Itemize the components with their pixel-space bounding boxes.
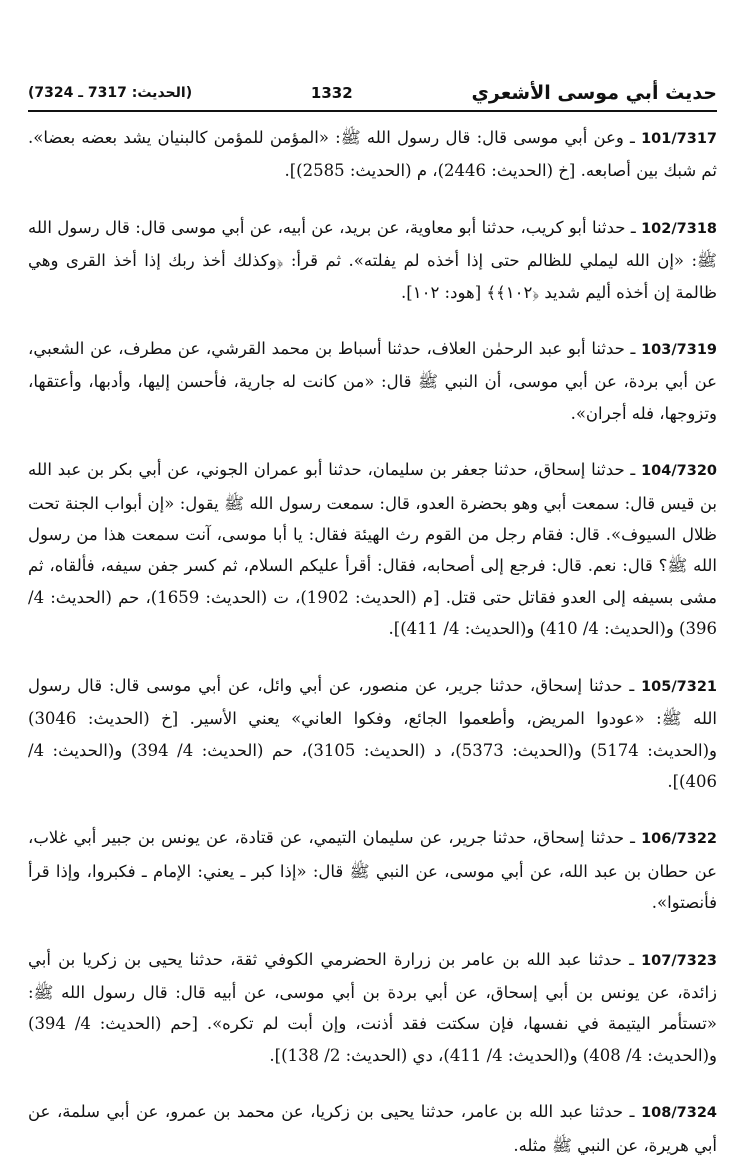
hadith-text: ـ حدثنا إسحاق، حدثنا جرير، عن منصور، عن أبي وائل، عن أبي موسى قال: قال رسول الله ﷺ: «عودوا المريض، وأطعموا الجائع، وفكوا العاني» يعني الأسير. [خ (الحديث: 3046) و(الحديث: 5174) و(الحديث: 5373)، د (الحديث: 3105)، حم (الحديث: 4/ 394) و(الحديث: 4/ 406)].	[28, 675, 717, 791]
hadith-entry	[28, 670, 717, 798]
hadith-number: 104/7320	[641, 463, 718, 480]
hadith-text: ـ حدثنا إسحاق، حدثنا جعفر بن سليمان، حدثنا أبو عمران الجوني، عن أبي بكر بن عبد الله بن قيس قال: سمعت أبي وهو بحضرة العدو، قال: سمعت رسول الله ﷺ يقول: «إن أبواب الجنة تحت ظلال السيوف». قال: فقام رجل من القوم رث الهيئة فقال: يا أبا موسى، آنت سمعت هذا من رسول الله ﷺ؟ قال: نعم. قال: فرجع إلى أصحابه، فقال: أقرأ عليكم السلام، ثم كسر جفن سيفه، فألقاه، ثم مشى بسيفه إلى العدو فقاتل حتى قتل. [م (الحديث: 1902)، ت (الحديث: 1659)، حم (الحديث: 4/ 396) و(الحديث: 4/ 410) و(الحديث: 4/ 411)].	[28, 460, 717, 639]
hadith-text: ـ حدثنا إسحاق، حدثنا جرير، عن سليمان التيمي، عن قتادة، عن يونس بن جبير أبي غلاب، عن حطان بن عبد الله، عن أبي موسى، عن النبي ﷺ قال: «إذا كبر ـ يعني: الإمام ـ فكبروا، وإذا قرأ فأنصتوا».	[28, 828, 717, 913]
hadith-entry	[28, 122, 717, 187]
page-body	[28, 122, 718, 1155]
hadith-entry	[28, 454, 717, 644]
hadith-number: 106/7322	[641, 831, 718, 848]
hadith-number: 107/7323	[641, 952, 717, 969]
hadith-text: ـ حدثنا أبو عبد الرحمٰن العلاف، حدثنا أسباط بن محمد القرشي، عن مطرف، عن الشعبي، عن أبي بردة، عن أبي موسى، أن النبي ﷺ قال: «من كانت له جارية، فأحسن إليها، وأدبها، وأعتقها، وتزوجها، فله أجران».	[28, 339, 717, 423]
hadith-text: ـ وعن أبي موسى قال: قال رسول الله ﷺ: «المؤمن للمؤمن كالبنيان يشد بعضه بعضا». ثم شبك بين أصابعه. [خ (الحديث: 2446)، م (الحديث: 2585)].	[28, 128, 717, 181]
hadith-range: (الحديث: 7317 ـ 7324)	[28, 85, 193, 101]
hadith-text: ـ حدثنا عبد الله بن عامر بن زرارة الحضرمي الكوفي ثقة، حدثنا يحيى بن زكريا بن أبي زائدة، عن يونس بن أبي إسحاق، عن أبي بردة بن أبي موسى، عن أبيه قال: قال رسول الله ﷺ: «تستأمر اليتيمة في نفسها، فإن سكتت فقد أذنت، وإن أبت لم تكره». [حم (الحديث: 4/ 394) و(الحديث: 4/ 408) و(الحديث: 4/ 411)، دي (الحديث: 2/ 138)].	[28, 949, 717, 1065]
hadith-number: 102/7318	[641, 220, 717, 237]
page-number: 1332	[310, 84, 353, 102]
hadith-number: 103/7319	[641, 342, 717, 359]
hadith-entry	[28, 944, 717, 1072]
hadith-text: ـ حدثنا أبو كريب، حدثنا أبو معاوية، عن بريد، عن أبيه، عن أبي موسى قال: قال رسول الله ﷺ: «إن الله ليملي للظالم حتى إذا أخذه لم يفلته». ثم قرأ: ﴿وكذلك أخذ ربك إذا أخذ القرى وهي ظالمة إن أخذه أليم شديد ﴿١٠٢﴾﴾ [هود: ١٠٢].	[28, 217, 717, 302]
hadith-number: 108/7324	[641, 1105, 718, 1122]
hadith-entry	[28, 212, 717, 308]
hadith-entry	[28, 333, 717, 429]
page-header	[28, 78, 717, 108]
hadith-text: ـ حدثنا عبد الله بن عامر، حدثنا يحيى بن زكريا، عن محمد بن عمرو، عن أبي سلمة، عن أبي هريرة، عن النبي ﷺ مثله.	[28, 1102, 717, 1155]
hadith-entry	[28, 822, 717, 918]
hadith-number: 101/7317	[641, 131, 718, 147]
header-divider	[28, 110, 717, 112]
hadith-number: 105/7321	[641, 678, 717, 695]
page-title: حديث أبي موسى الأشعري	[471, 82, 717, 104]
